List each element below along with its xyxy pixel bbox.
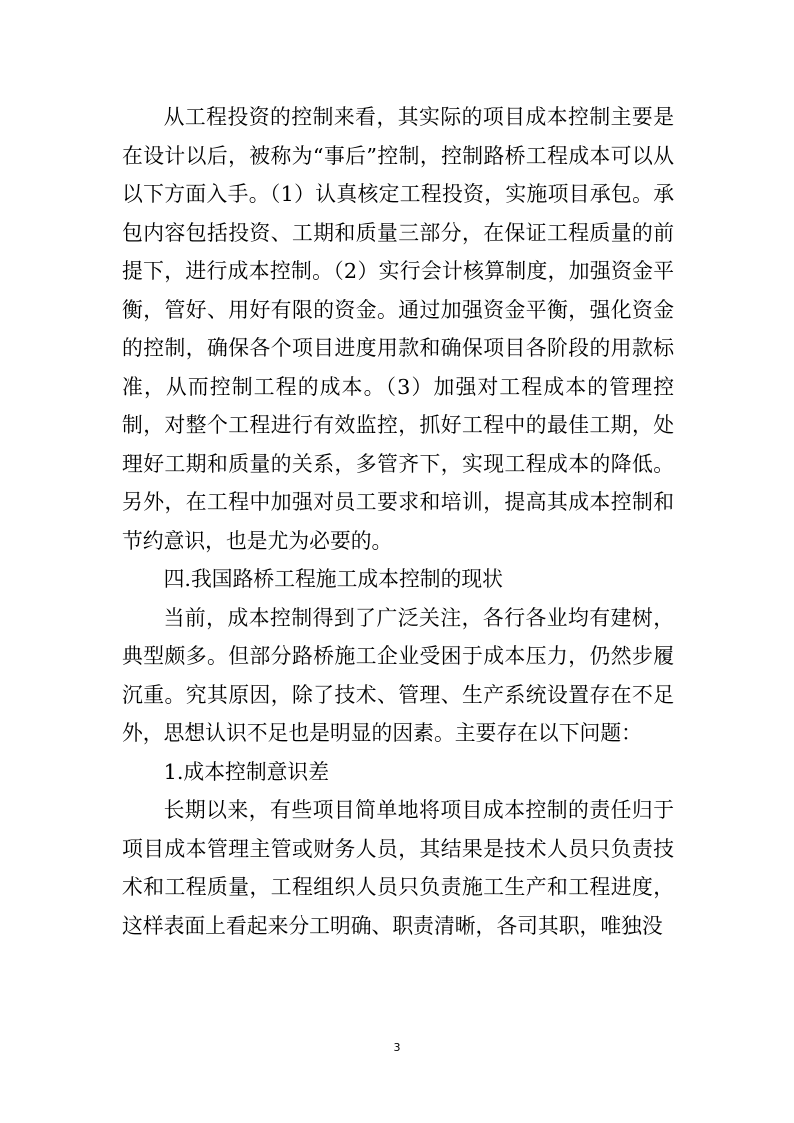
section-heading-current-status: 四.我国路桥工程施工成本控制的现状 [163,567,503,591]
page-number: 3 [393,1041,401,1054]
body-text [122,98,674,945]
paragraph-cost-control-methods: 从工程投资的控制来看，其实际的项目成本控制主要是在设计以后，被称为“事后”控制，控制路桥工程成本可以从以下方面入手。（1）认真核定工程投资，实施项目承包。承包内容包括投资、工期和质量三部分，在保证工程质量的前提下，进行成本控制。（2）实行会计核算制度，加强资金平衡，管好、用好有限的资金。通过加强资金平衡，强化资金的控制，确保各个项目进度用款和确保项目各阶段的用款标准，从而控制工程的成本。（3）加强对工程成本的管理控制，对整个工程进行有效监控，抓好工程中的最佳工期，处理好工期和质量的关系，多管齐下，实现工程成本的降低。另外，在工程中加强对员工要求和培训，提高其成本控制和节约意识，也是尤为必要的。 [122,105,674,553]
subheading-cost-awareness: 1.成本控制意识差 [163,759,330,784]
paragraph-cost-awareness: 长期以来，有些项目简单地将项目成本控制的责任归于项目成本管理主管或财务人员，其结果是技术人员只负责技术和工程质量，工程组织人员只负责施工生产和工程进度，这样表面上看起来分工明确、职责清晰，各司其职，唯独没 [122,798,674,938]
paragraph-current-status: 当前，成本控制得到了广泛关注，各行各业均有建树，典型颇多。但部分路桥施工企业受困于成本压力，仍然步履沉重。究其原因，除了技术、管理、生产系统设置存在不足外，思想认识不足也是明显的因素。主要存在以下问题： [122,605,674,745]
